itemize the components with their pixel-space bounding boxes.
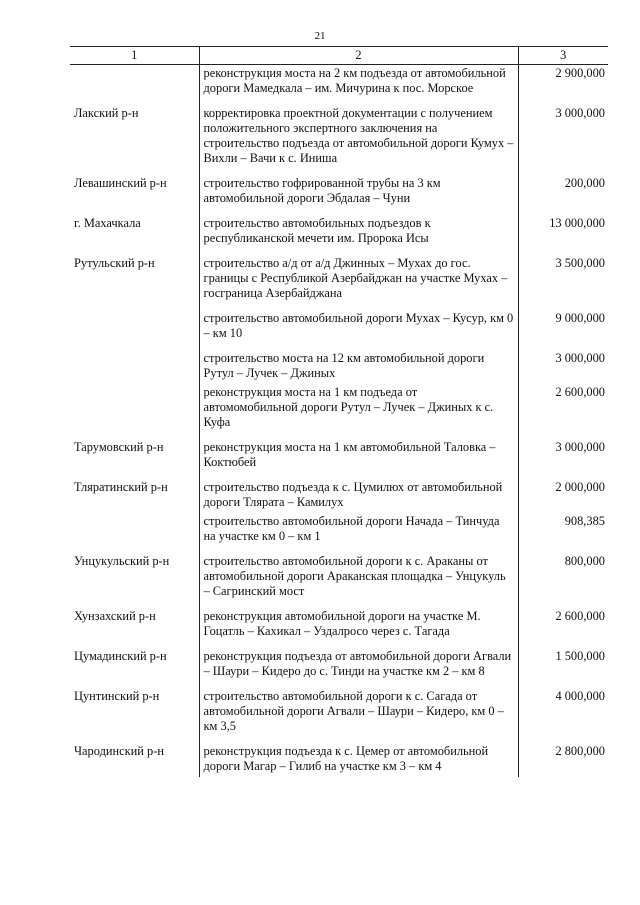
description-cell: строительство автомобильной дороги Начада – Тинчуда на участке км 0 – км 1 — [199, 513, 518, 547]
description-cell: строительство автомобильной дороги к с. Сагада от автомобильной дороги Агвали – Шаури – Кидеро, км 0 – км 3,5 — [199, 682, 518, 737]
table-row — [70, 473, 608, 513]
table-header — [70, 47, 608, 65]
description-cell: строительство а/д от а/д Джинных – Мухах до гос. границы с Республикой Азербайджан на участке Мухах – госграница Азербайджана — [199, 249, 518, 304]
page-number: 21 — [314, 30, 326, 42]
table-row — [70, 304, 608, 344]
district-cell — [70, 513, 199, 547]
district-cell: Лакский р-н — [74, 106, 139, 120]
amount-cell: 13 000,000 — [549, 216, 605, 230]
amount-cell: 2 000,000 — [555, 480, 605, 494]
table-row — [70, 642, 608, 682]
amount-cell: 2 900,000 — [555, 66, 605, 80]
description-cell: реконструкция подъезда от автомобильной дороги Агвали – Шаури – Кидеро до с. Тинди на участке км 2 – км 8 — [199, 642, 518, 682]
description-cell: реконструкция моста на 1 км подъеда от автомомобильной дороги Рутул – Лучек – Джиных к с. Куфа — [199, 384, 518, 433]
district-cell — [70, 304, 199, 344]
district-cell — [70, 65, 199, 100]
description-cell: строительство гофрированной трубы на 3 км автомобильной дороги Эбдалая – Чуни — [199, 169, 518, 209]
table-row — [70, 513, 608, 547]
district-cell: Тляратинский р-н — [74, 480, 168, 494]
table-row — [70, 65, 608, 100]
amount-cell: 9 000,000 — [555, 311, 605, 325]
district-cell: Чародинский р-н — [74, 744, 164, 758]
description-cell: корректировка проектной документации с получением положительного экспертного заключения на строительство подъезда от автомобильной дороги Кумух – Вихли – Вачи к с. Иниша — [199, 99, 518, 169]
district-cell: Рутульский р-н — [74, 256, 155, 270]
district-cell: Хунзахский р-н — [74, 609, 156, 623]
district-cell: Цунтинский р-н — [74, 689, 160, 703]
table-row — [70, 433, 608, 473]
district-cell: Унцукульский р-н — [74, 554, 170, 568]
amount-cell: 3 000,000 — [555, 351, 605, 365]
table-row — [70, 99, 608, 169]
budget-table — [70, 46, 608, 777]
table-row — [70, 602, 608, 642]
column-header-1: 1 — [70, 47, 199, 65]
description-cell: реконструкция подъезда к с. Цемер от автомобильной дороги Магар – Гилиб на участке км 3 – км 4 — [199, 737, 518, 777]
description-cell: строительство автомобильной дороги Мухах – Кусур, км 0 – км 10 — [199, 304, 518, 344]
amount-cell: 3 000,000 — [555, 106, 605, 120]
table-row — [70, 737, 608, 777]
amount-cell: 200,000 — [564, 176, 605, 190]
column-header-2: 2 — [199, 47, 518, 65]
amount-cell: 800,000 — [564, 554, 605, 568]
table-row — [70, 249, 608, 304]
table-row — [70, 209, 608, 249]
table-row — [70, 169, 608, 209]
amount-cell: 1 500,000 — [555, 649, 605, 663]
table-row — [70, 682, 608, 737]
amount-cell: 3 000,000 — [555, 440, 605, 454]
table-body — [70, 65, 608, 778]
district-cell — [70, 344, 199, 384]
description-cell: строительство подъезда к с. Цумилюх от автомобильной дороги Тлярата – Камилух — [199, 473, 518, 513]
district-cell: Цумадинский р-н — [74, 649, 167, 663]
description-cell: реконструкция автомобильной дороги на участке М. Гоцатль – Кахикал – Уздалросо через с. Тагада — [199, 602, 518, 642]
amount-cell: 2 800,000 — [555, 744, 605, 758]
table-row — [70, 344, 608, 384]
district-cell: г. Махачкала — [74, 216, 141, 230]
description-cell: строительство автомобильной дороги к с. Араканы от автомобильной дороги Араканская площадка – Унцукуль – Сагринский мост — [199, 547, 518, 602]
district-cell: Левашинский р-н — [74, 176, 167, 190]
description-cell: строительство автомобильных подъездов к республиканской мечети им. Пророка Исы — [199, 209, 518, 249]
amount-cell: 2 600,000 — [555, 385, 605, 399]
table-row — [70, 384, 608, 433]
description-cell: строительство моста на 12 км автомобильной дороги Рутул – Лучек – Джиных — [199, 344, 518, 384]
amount-cell: 3 500,000 — [555, 256, 605, 270]
district-cell — [70, 384, 199, 433]
table-row — [70, 547, 608, 602]
description-cell: реконструкция моста на 1 км автомобильной Таловка – Коктюбей — [199, 433, 518, 473]
description-cell: реконструкция моста на 2 км подъезда от автомобильной дороги Мамедкала – им. Мичурина к пос. Морское — [199, 65, 518, 100]
column-header-3: 3 — [518, 47, 608, 65]
amount-cell: 2 600,000 — [555, 609, 605, 623]
amount-cell: 4 000,000 — [555, 689, 605, 703]
district-cell: Тарумовский р-н — [74, 440, 164, 454]
amount-cell: 908,385 — [564, 514, 605, 528]
